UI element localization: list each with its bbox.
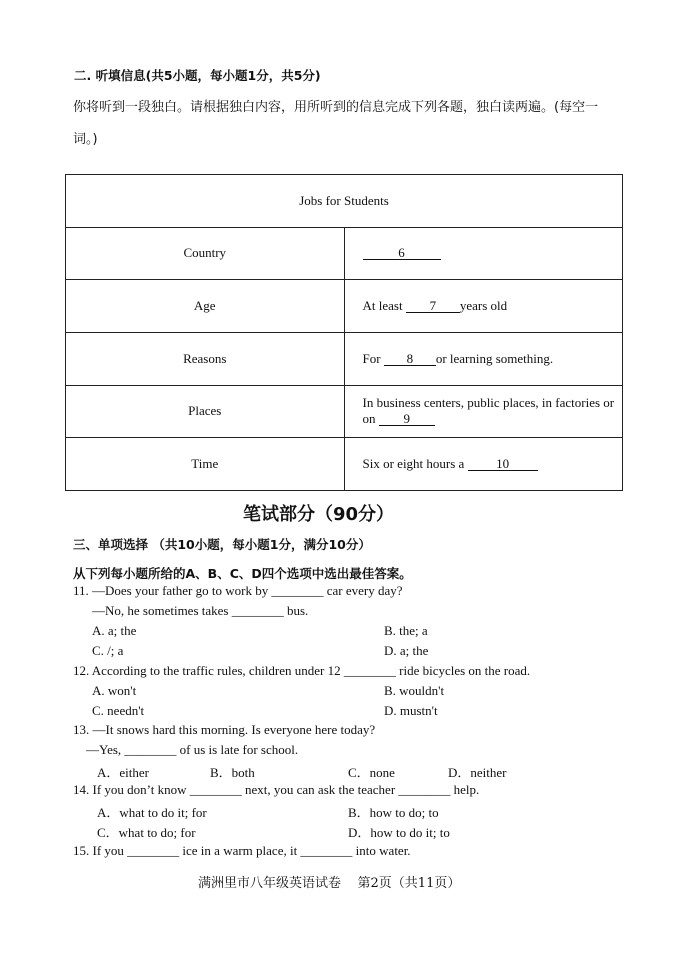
row-label-country: Country — [66, 227, 345, 280]
section3-instruction: 从下列每小题所给的A、B、C、D四个选项中选出最佳答案。 — [73, 566, 412, 581]
row-label-reasons: Reasons — [66, 332, 345, 385]
question-11-line2: —No, he sometimes takes ________ bus. — [92, 603, 309, 618]
table-title-row — [66, 175, 623, 228]
option-13a: A．either — [97, 765, 149, 780]
question-15: 15. If you ________ ice in a warm place, it ________ into water. — [73, 843, 411, 858]
row-text: Six or eight hours a — [362, 456, 468, 472]
table-row — [66, 438, 623, 491]
option-14d: D．how to do it; to — [348, 825, 450, 840]
question-14: 14. If you don’t know ________ next, you can ask the teacher ________ help. — [73, 782, 480, 797]
answer-blank-8: 8 — [384, 352, 436, 366]
table-title: Jobs for Students — [66, 175, 623, 228]
jobs-table — [65, 174, 623, 491]
table-row — [66, 385, 623, 438]
option-12b: B. wouldn't — [384, 683, 445, 698]
row-text: or learning something. — [435, 350, 554, 366]
row-value-country — [344, 227, 623, 280]
row-label-places: Places — [66, 385, 345, 438]
answer-blank-9: 9 — [379, 412, 435, 426]
option-11a: A. a; the — [92, 623, 137, 638]
option-11d: D. a; the — [384, 643, 429, 658]
row-text: years old — [459, 298, 508, 314]
written-part-title: 笔试部分（90分） — [243, 504, 395, 525]
question-13-line2: —Yes, ________ of us is late for school. — [86, 742, 299, 757]
row-label-time: Time — [66, 438, 345, 491]
section2-title: 二. 听填信息(共5小题，每小题1分，共5分) — [74, 68, 321, 83]
table-row — [66, 332, 623, 385]
option-12a: A. won't — [92, 683, 137, 698]
option-12d: D. mustn't — [384, 703, 438, 718]
row-text: In business centers, public places, in factories or on — [362, 395, 615, 427]
row-text: For — [362, 350, 384, 366]
option-12c: C. needn't — [92, 703, 145, 718]
option-13c: C．none — [348, 765, 395, 780]
row-value-time — [344, 438, 623, 491]
table-row — [66, 227, 623, 280]
row-value-age — [344, 280, 623, 333]
question-13: 13. —It snows hard this morning. Is everyone here today? — [73, 722, 376, 737]
answer-blank-6: 6 — [363, 246, 441, 260]
row-value-reasons — [344, 332, 623, 385]
page-footer: 满洲里市八年级英语试卷 第2页（共11页） — [198, 876, 461, 891]
section2-instruction-cont: 词。) — [73, 132, 98, 147]
section3-title: 三、单项选择 （共10小题，每小题1分，满分10分） — [73, 537, 371, 552]
table-row — [66, 280, 623, 333]
section2-instruction: 你将听到一段独白。请根据独白内容，用所听到的信息完成下列各题，独白读两遍。(每空一 — [73, 100, 599, 115]
row-label-age: Age — [66, 280, 345, 333]
option-13d: D．neither — [448, 765, 507, 780]
row-text: At least — [362, 298, 406, 314]
option-11b: B. the; a — [384, 623, 428, 638]
question-12: 12. According to the traffic rules, children under 12 ________ ride bicycles on the road. — [73, 663, 531, 678]
row-value-places — [344, 385, 623, 438]
option-13b: B．both — [210, 765, 255, 780]
answer-blank-7: 7 — [406, 299, 460, 313]
option-14b: B．how to do; to — [348, 805, 439, 820]
option-14c: C．what to do; for — [97, 825, 196, 840]
question-11: 11. —Does your father go to work by ________ car every day? — [73, 583, 403, 598]
answer-blank-10: 10 — [468, 457, 538, 471]
option-11c: C. /; a — [92, 643, 124, 658]
option-14a: A．what to do it; for — [97, 805, 207, 820]
